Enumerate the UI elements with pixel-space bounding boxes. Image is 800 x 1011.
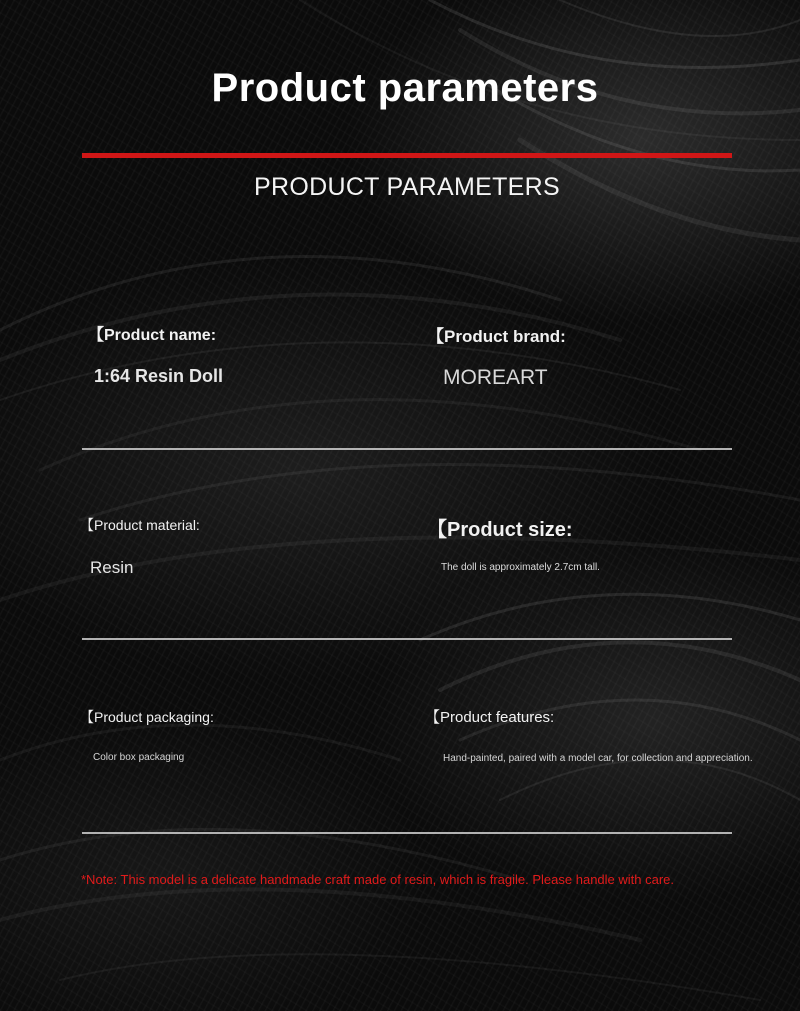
title-accent-divider xyxy=(82,153,732,158)
product-name-value: 1:64 Resin Doll xyxy=(94,366,224,386)
product-size-label: 【Product size: xyxy=(427,519,573,541)
product-name-label: 【Product name: xyxy=(88,327,217,344)
row-divider-2 xyxy=(82,638,732,640)
product-material-label: 【Product material: xyxy=(80,517,200,533)
product-material-value: Resin xyxy=(90,558,134,577)
product-features-label: 【Product features: xyxy=(425,709,555,726)
product-packaging-label: 【Product packaging: xyxy=(80,709,214,725)
row-divider-1 xyxy=(82,448,732,450)
product-features-value: Hand-painted, paired with a model car, for collection and appreciation. xyxy=(443,753,753,764)
product-brand-label: 【Product brand: xyxy=(427,327,566,346)
row-divider-3 xyxy=(82,832,732,834)
product-packaging-value: Color box packaging xyxy=(93,752,185,763)
section-subtitle: PRODUCT PARAMETERS xyxy=(254,173,560,201)
fragility-note: *Note: This model is a delicate handmade craft made of resin, which is fragile. Please handle with care. xyxy=(81,872,675,887)
product-size-value: The doll is approximately 2.7cm tall. xyxy=(441,562,600,573)
page-title: Product parameters xyxy=(211,66,599,110)
product-brand-value: MOREART xyxy=(443,366,548,389)
